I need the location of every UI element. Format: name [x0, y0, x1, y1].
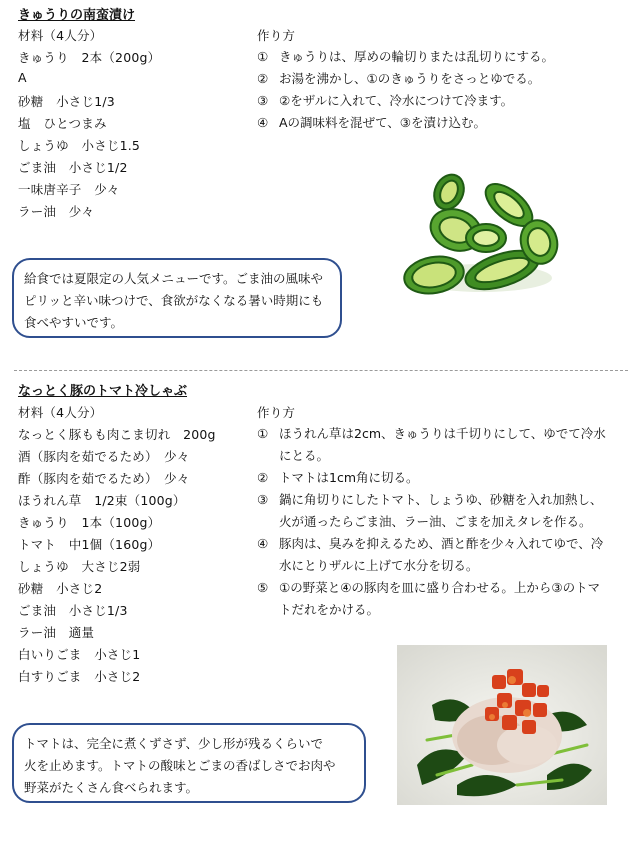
step-item: [257, 68, 627, 90]
step-number: ④: [257, 115, 269, 130]
step-text: Aの調味料を混ぜて、③を漬け込む。: [279, 115, 487, 130]
step-text: ②をザルに入れて、冷水につけて冷ます。: [279, 93, 514, 108]
note-line: ピリッと辛い味つけで、食欲がなくなる暑い時期にも: [24, 293, 324, 308]
step-number: ①: [257, 426, 269, 441]
step-number: ③: [257, 93, 269, 108]
ingredient-line: ごま油 小さじ1/2: [18, 160, 128, 175]
ingredient-line: 材料（4人分）: [18, 28, 103, 43]
ingredient-line: ラー油 適量: [18, 625, 95, 640]
recipe2-title: なっとく豚のトマト冷しゃぶ: [18, 384, 188, 399]
step-item: [257, 46, 627, 68]
note-line: 食べやすいです。: [24, 315, 124, 330]
ingredient-line: きゅうり 1本（100g）: [18, 515, 161, 530]
step-text: ①の野菜と④の豚肉を皿に盛り合わせる。上から③のトマ: [279, 580, 601, 595]
step-item: [257, 467, 629, 489]
ingredient-line: 酢（豚肉を茹でるため） 少々: [18, 471, 190, 486]
cucumber-dish-photo: [394, 160, 564, 305]
ingredient-line: 一味唐辛子 少々: [18, 182, 120, 197]
section-divider: [14, 370, 628, 371]
step-item: [257, 533, 629, 577]
recipe1-note-box: [12, 258, 342, 338]
note-line: 給食では夏限定の人気メニューです。ごま油の風味や: [24, 271, 324, 286]
step-text: 鍋に角切りにしたトマト、しょうゆ、砂糖を入れ加熱し、: [279, 492, 603, 507]
ingredient-line: しょうゆ 大さじ2弱: [18, 559, 141, 574]
step-number: ④: [257, 536, 269, 551]
ingredient-line: ラー油 少々: [18, 204, 95, 219]
step-number: ①: [257, 49, 269, 64]
step-text: 火が通ったらごま油、ラー油、ごまを加えタレを作る。: [279, 514, 592, 529]
step-number: ⑤: [257, 580, 269, 595]
step-number: ②: [257, 470, 269, 485]
recipe2-steps-heading: 作り方: [257, 405, 296, 420]
recipe1-steps-heading: 作り方: [257, 28, 296, 43]
ingredient-line: 材料（4人分）: [18, 405, 103, 420]
step-text: 豚肉は、臭みを抑えるため、酒と酢を少々入れてゆで、冷: [279, 536, 604, 551]
recipe1-title: きゅうりの南蛮漬け: [18, 8, 136, 23]
step-item: [257, 489, 629, 533]
step-item: [257, 90, 627, 112]
ingredient-line: 白すりごま 小さじ2: [18, 669, 141, 684]
ingredient-line: 塩 ひとつまみ: [18, 116, 107, 131]
step-item: [257, 577, 629, 621]
ingredient-line: きゅうり 2本（200g）: [18, 50, 161, 65]
ingredient-line: A: [18, 70, 27, 85]
ingredient-line: 白いりごま 小さじ1: [18, 647, 141, 662]
ingredient-line: ほうれん草 1/2束（100g）: [18, 493, 186, 508]
recipe2-note-box: [12, 723, 366, 803]
step-text: にとる。: [279, 448, 330, 463]
step-number: ③: [257, 492, 269, 507]
step-number: ②: [257, 71, 269, 86]
ingredient-line: 酒（豚肉を茹でるため） 少々: [18, 449, 190, 464]
step-text: きゅうりは、厚めの輪切りまたは乱切りにする。: [279, 49, 555, 64]
ingredient-line: 砂糖 小さじ1/3: [18, 94, 115, 109]
ingredient-line: しょうゆ 小さじ1.5: [18, 138, 141, 153]
pork-tomato-dish-photo: [397, 645, 607, 805]
step-text: お湯を沸かし、①のきゅうりをさっとゆでる。: [279, 71, 541, 86]
step-text: トだれをかける。: [279, 602, 380, 617]
note-line: トマトは、完全に煮くずさず、少し形が残るくらいで: [24, 736, 324, 751]
ingredient-line: 砂糖 小さじ2: [18, 581, 103, 596]
ingredient-line: ごま油 小さじ1/3: [18, 603, 128, 618]
step-item: [257, 112, 627, 134]
note-line: 火を止めます。トマトの酸味とごまの香ばしさでお肉や: [24, 758, 336, 773]
step-text: ほうれん草は2cm、きゅうりは千切りにして、ゆでて冷水: [279, 426, 606, 441]
step-item: [257, 423, 629, 467]
note-line: 野菜がたくさん食べられます。: [24, 780, 199, 795]
step-text: トマトは1cm角に切る。: [279, 470, 419, 485]
ingredient-line: トマト 中1個（160g）: [18, 537, 161, 552]
step-text: 水にとりザルに上げて水分を切る。: [279, 558, 479, 573]
ingredient-line: なっとく豚もも肉こま切れ 200g: [18, 427, 216, 442]
